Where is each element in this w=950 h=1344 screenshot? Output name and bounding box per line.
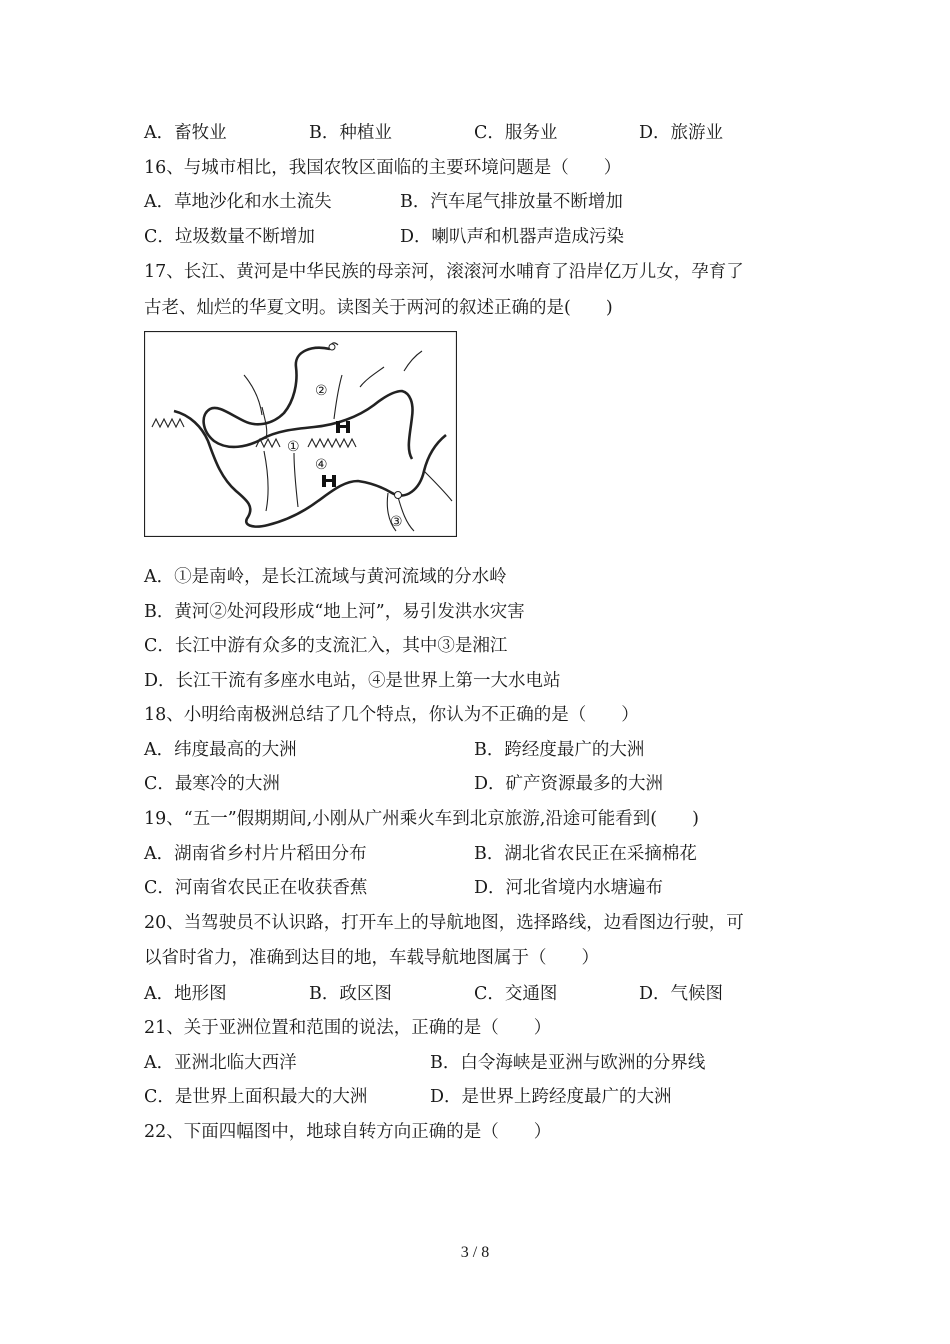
q19-option-b: B．湖北省农民正在采摘棉花 bbox=[474, 844, 697, 864]
q21-option-a: A．亚洲北临大西洋 bbox=[144, 1053, 297, 1073]
q19-option-c: C．河南省农民正在收获香蕉 bbox=[144, 878, 368, 898]
q19-option-d: D．河北省境内水塘遍布 bbox=[474, 878, 664, 898]
q21-option-c: C．是世界上面积最大的大洲 bbox=[144, 1087, 368, 1107]
map-label-1: ① bbox=[287, 439, 300, 455]
map-label-4: ④ bbox=[315, 457, 328, 473]
q18-option-b: B．跨经度最广的大洲 bbox=[474, 740, 645, 760]
q17-option-c: C．长江中游有众多的支流汇入，其中③是湘江 bbox=[144, 636, 508, 656]
q16-option-b: B．汽车尾气排放量不断增加 bbox=[400, 192, 623, 212]
q19-option-a: A．湖南省乡村片片稻田分布 bbox=[144, 844, 367, 864]
q20-option-d: D．气候图 bbox=[639, 984, 724, 1004]
q21-option-d: D．是世界上跨经度最广的大洲 bbox=[430, 1087, 672, 1107]
q17-option-b: B．黄河②处河段形成“地上河”，易引发洪水灾害 bbox=[144, 602, 525, 622]
page-number: 3 / 8 bbox=[460, 1244, 490, 1261]
q16-stem: 16、与城市相比，我国农牧区面临的主要环境问题是（ ） bbox=[144, 158, 622, 178]
q18-option-c: C．最寒冷的大洲 bbox=[144, 774, 280, 794]
q16-option-c: C．垃圾数量不断增加 bbox=[144, 227, 315, 247]
q21-stem: 21、关于亚洲位置和范围的说法，正确的是（ ） bbox=[144, 1018, 552, 1038]
map-label-2: ② bbox=[315, 383, 328, 399]
q17-option-d: D．长江干流有多座水电站，④是世界上第一大水电站 bbox=[144, 671, 561, 691]
q17-stem-line2: 古老、灿烂的华夏文明。读图关于两河的叙述正确的是( ) bbox=[144, 298, 613, 318]
q16-option-d: D．喇叭声和机器声造成污染 bbox=[400, 227, 625, 247]
q20-stem-line2: 以省时省力，准确到达目的地，车载导航地图属于（ ） bbox=[144, 948, 599, 968]
q20-option-a: A．地形图 bbox=[144, 984, 227, 1004]
q17-stem-line1: 17、长江、黄河是中华民族的母亲河，滚滚河水哺育了沿岸亿万儿女，孕育了 bbox=[144, 262, 744, 282]
q18-option-d: D．矿产资源最多的大洲 bbox=[474, 774, 664, 794]
q15-option-a: A．畜牧业 bbox=[144, 123, 227, 143]
q15-option-d: D．旅游业 bbox=[639, 123, 724, 143]
q22-stem: 22、下面四幅图中，地球自转方向正确的是（ ） bbox=[144, 1122, 552, 1142]
q18-stem: 18、小明给南极洲总结了几个特点，你认为不正确的是（ ） bbox=[144, 705, 639, 725]
q15-option-b: B．种植业 bbox=[309, 123, 392, 143]
q17-option-a: A．①是南岭，是长江流域与黄河流域的分水岭 bbox=[144, 567, 507, 587]
q20-option-c: C．交通图 bbox=[474, 984, 558, 1004]
map-label-3: ③ bbox=[390, 514, 403, 530]
rivers-map bbox=[144, 331, 457, 537]
q20-option-b: B．政区图 bbox=[309, 984, 392, 1004]
q19-stem: 19、“五一”假期期间,小刚从广州乘火车到北京旅游,沿途可能看到( ) bbox=[144, 809, 699, 829]
q18-option-a: A．纬度最高的大洲 bbox=[144, 740, 297, 760]
q16-option-a: A．草地沙化和水土流失 bbox=[144, 192, 332, 212]
q21-option-b: B．白令海峡是亚洲与欧洲的分界线 bbox=[430, 1053, 706, 1073]
q15-option-c: C．服务业 bbox=[474, 123, 558, 143]
q20-stem-line1: 20、当驾驶员不认识路，打开车上的导航地图，选择路线，边看图边行驶，可 bbox=[144, 913, 744, 933]
